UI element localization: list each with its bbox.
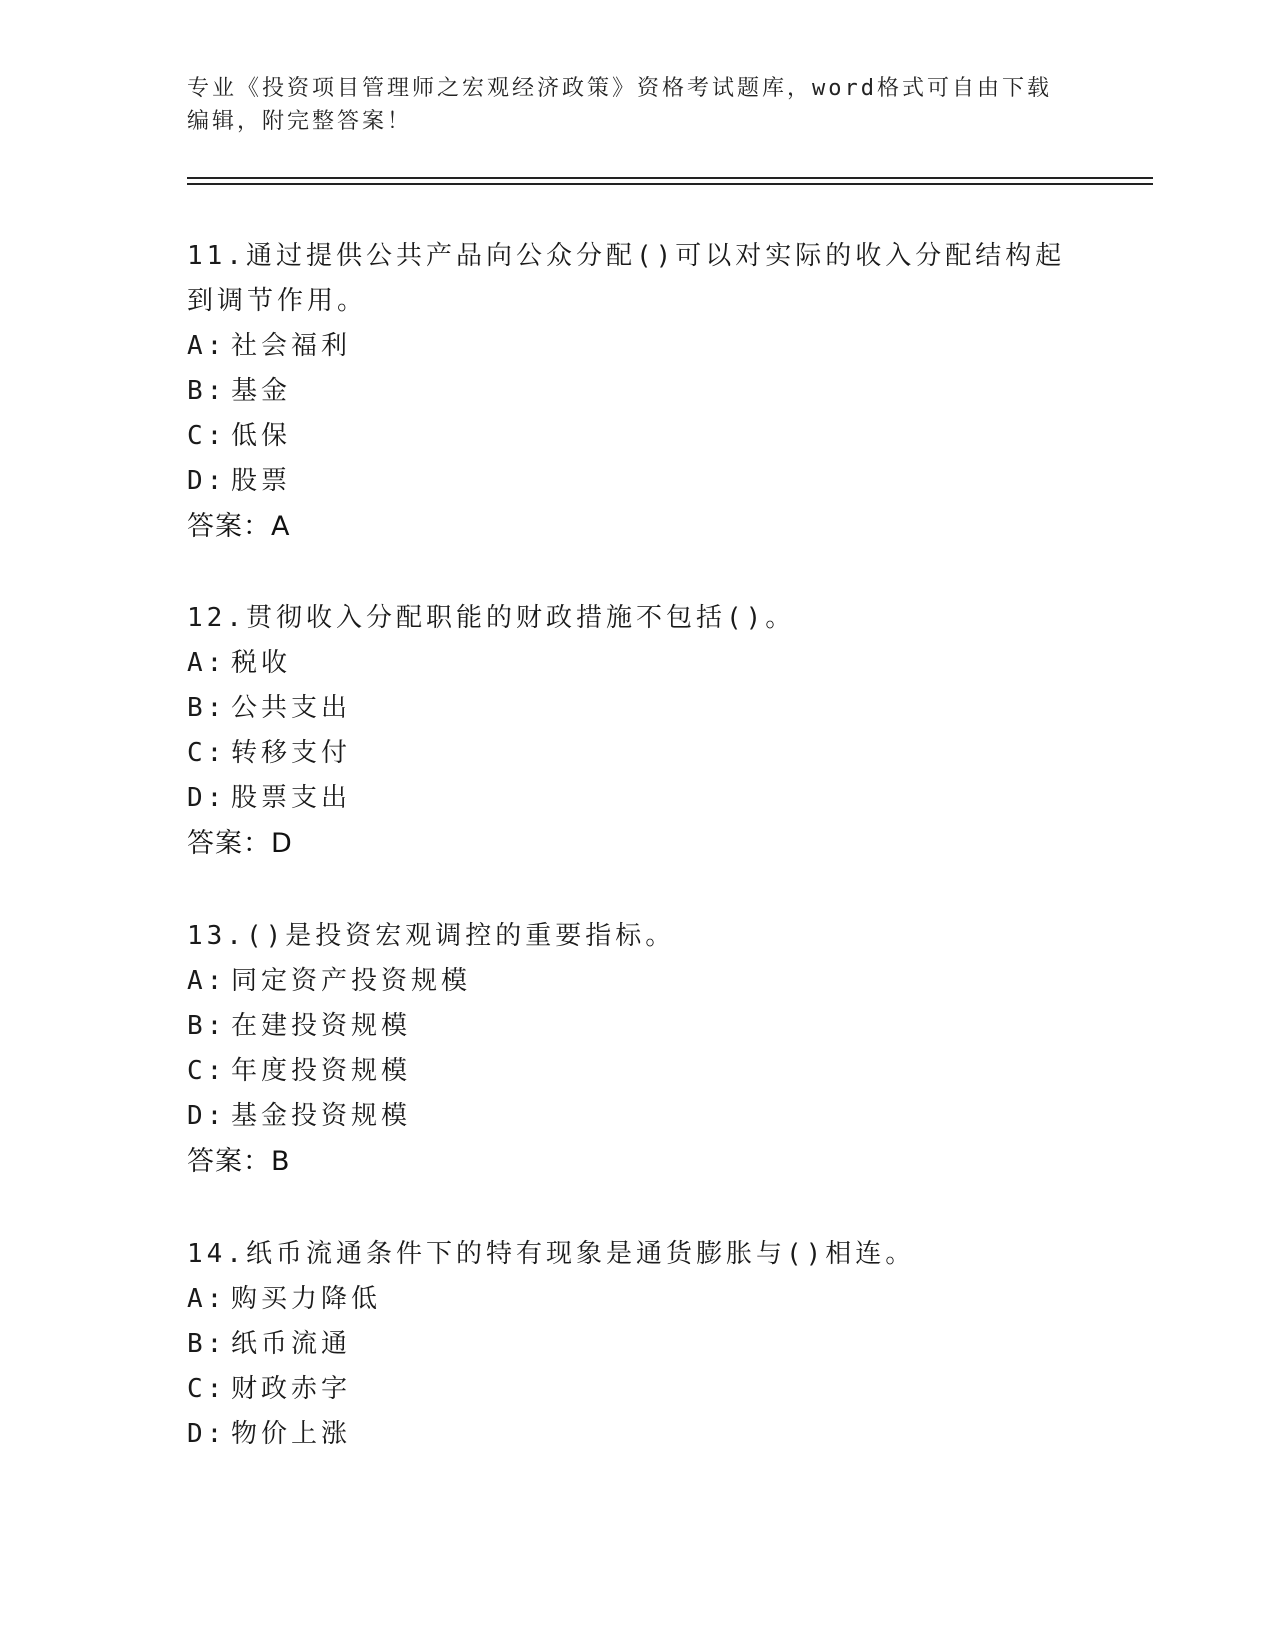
option-a (187, 959, 1087, 1004)
option-key: D: (187, 783, 227, 813)
option-key: A: (187, 648, 227, 678)
option-text: 基金投资规模 (231, 1101, 412, 1131)
option-text: 股票支出 (231, 783, 352, 813)
option-key: B: (187, 693, 227, 723)
option-key: C: (187, 421, 227, 451)
option-key: D: (187, 1419, 227, 1449)
question-14 (187, 1232, 1087, 1457)
option-text: 在建投资规模 (231, 1011, 412, 1041)
option-a (187, 324, 1087, 369)
option-key: B: (187, 376, 227, 406)
option-d (187, 776, 1087, 821)
option-c (187, 1049, 1087, 1094)
option-key: B: (187, 1011, 227, 1041)
option-key: A: (187, 966, 227, 996)
answer-text: 答案：B (187, 1146, 291, 1177)
option-key: C: (187, 1374, 227, 1404)
option-d (187, 459, 1087, 504)
option-text: 购买力降低 (231, 1284, 382, 1314)
option-key: B: (187, 1329, 227, 1359)
question-stem: 14.纸币流通条件下的特有现象是通货膨胀与()相连。 (187, 1239, 916, 1269)
option-b (187, 1322, 1087, 1367)
question-12 (187, 596, 1087, 866)
question-stem: 13.()是投资宏观调控的重要指标。 (187, 921, 676, 951)
option-key: A: (187, 331, 227, 361)
question-stem: 11.通过提供公共产品向公众分配()可以对实际的收入分配结构起到调节作用。 (187, 241, 1066, 316)
option-text: 基金 (231, 376, 292, 406)
question-11 (187, 234, 1087, 549)
option-key: C: (187, 738, 227, 768)
option-text: 物价上涨 (231, 1419, 352, 1449)
option-c (187, 1367, 1087, 1412)
option-text: 税收 (231, 648, 292, 678)
option-text: 年度投资规模 (231, 1056, 412, 1086)
document-header: 专业《投资项目管理师之宏观经济政策》资格考试题库，word格式可自由下载编辑，附完整答案！ (187, 76, 1052, 134)
header-divider-top (187, 177, 1153, 179)
option-text: 转移支付 (231, 738, 352, 768)
option-text: 同定资产投资规模 (231, 966, 472, 996)
option-a (187, 1277, 1087, 1322)
option-text: 股票 (231, 466, 292, 496)
option-text: 低保 (231, 421, 292, 451)
option-text: 纸币流通 (231, 1329, 352, 1359)
option-b (187, 686, 1087, 731)
option-key: D: (187, 1101, 227, 1131)
question-stem: 12.贯彻收入分配职能的财政措施不包括()。 (187, 603, 796, 633)
option-key: A: (187, 1284, 227, 1314)
answer-text: 答案：D (187, 828, 293, 859)
option-b (187, 1004, 1087, 1049)
option-key: D: (187, 466, 227, 496)
option-d (187, 1412, 1087, 1457)
option-text: 社会福利 (231, 331, 352, 361)
option-key: C: (187, 1056, 227, 1086)
option-c (187, 731, 1087, 776)
option-c (187, 414, 1087, 459)
option-text: 财政赤字 (231, 1374, 352, 1404)
option-b (187, 369, 1087, 414)
option-text: 公共支出 (231, 693, 352, 723)
answer-text: 答案：A (187, 511, 291, 542)
option-d (187, 1094, 1087, 1139)
question-13 (187, 914, 1087, 1184)
option-a (187, 641, 1087, 686)
header-divider-bottom (187, 183, 1153, 185)
